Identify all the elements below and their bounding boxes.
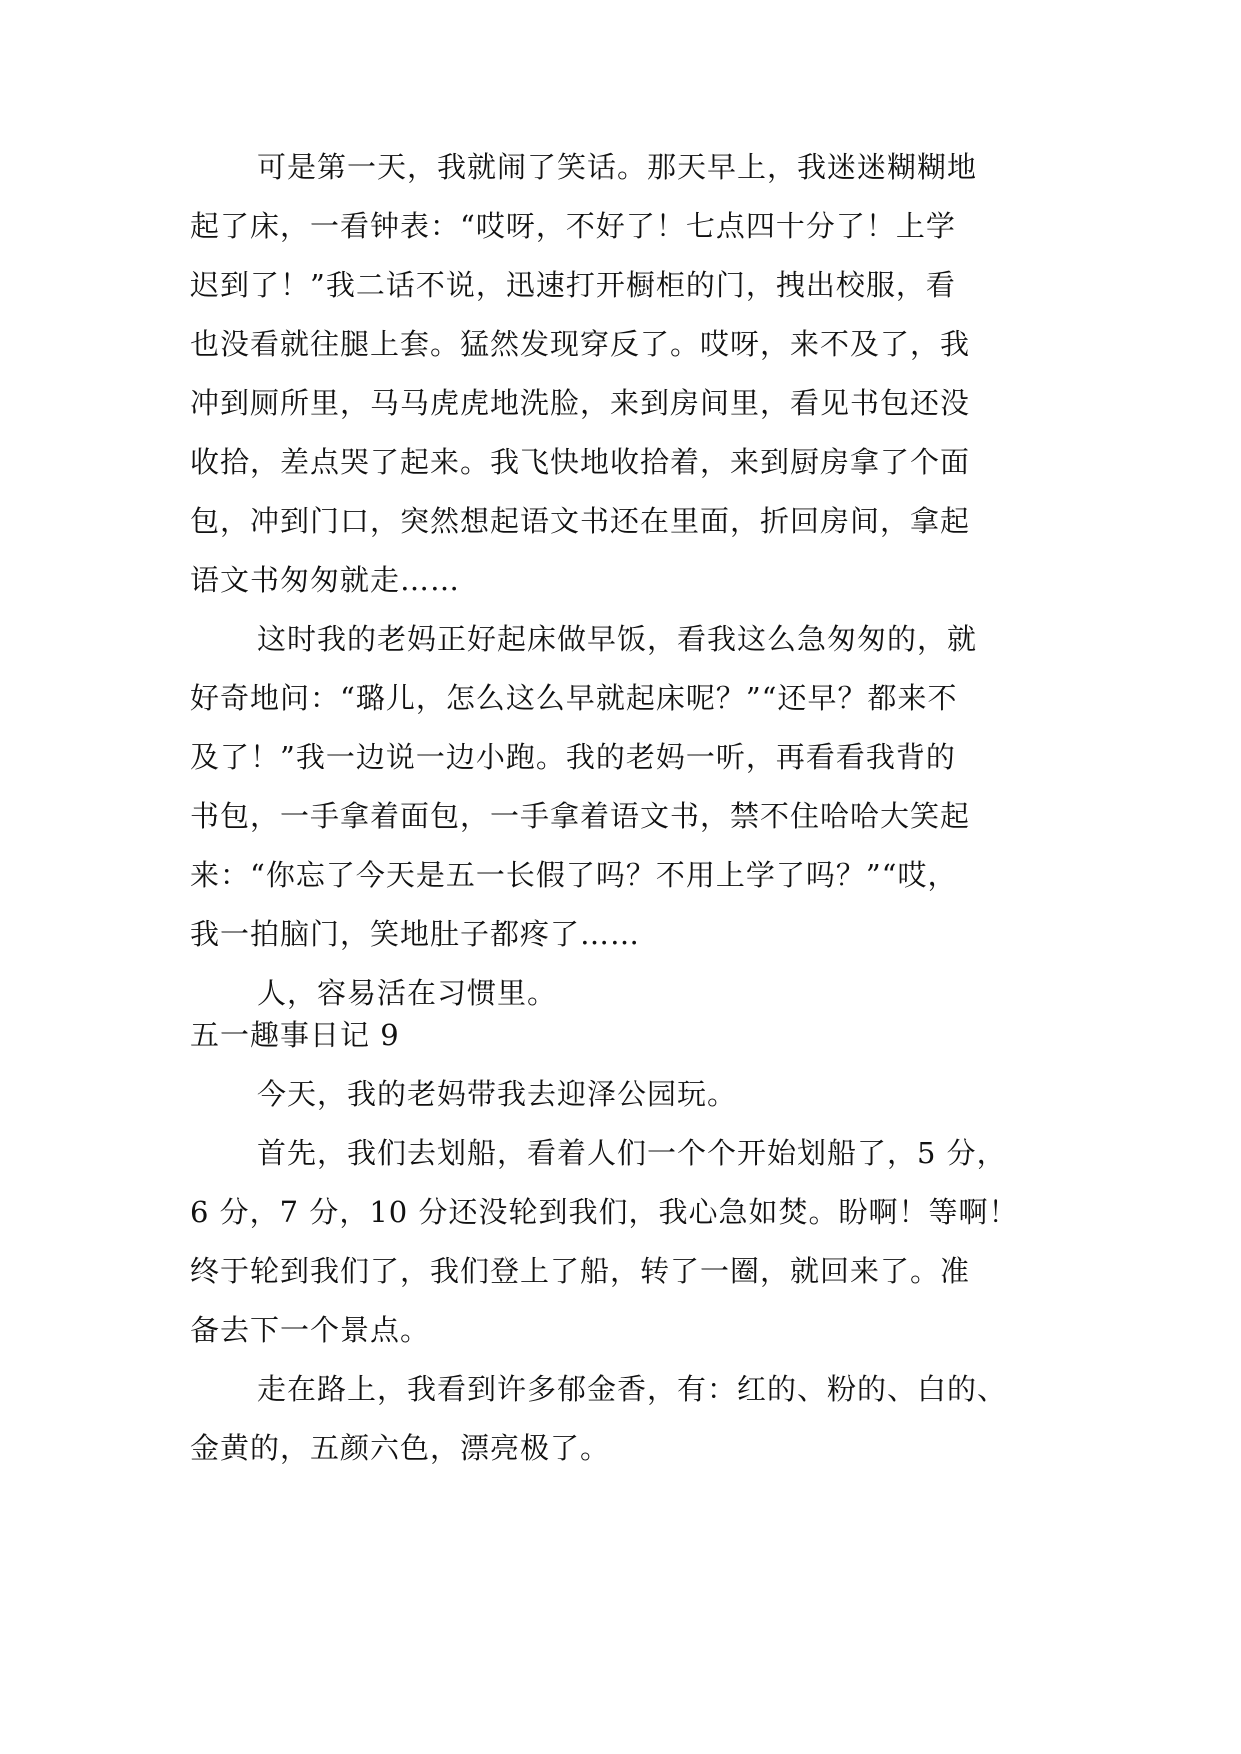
text-line: 起了床，一看钟表：“哎呀，不好了！七点四十分了！上学	[190, 209, 956, 243]
text-line: 走在路上，我看到许多郁金香，有：红的、粉的、白的、	[257, 1372, 1008, 1406]
paragraph	[190, 1065, 1070, 1124]
paragraph	[190, 610, 1070, 964]
paragraph	[190, 138, 1070, 610]
section-title: 五一趣事日记 9	[190, 1018, 400, 1052]
text-line: 今天，我的老妈带我去迎泽公园玩。	[257, 1077, 738, 1111]
text-line: 也没看就往腿上套。猛然发现穿反了。哎呀，来不及了，我	[190, 327, 971, 361]
text-line: 来：“你忘了今天是五一长假了吗？不用上学了吗？”“哎，	[190, 858, 958, 892]
text-line: 终于轮到我们了，我们登上了船，转了一圈，就回来了。准	[190, 1254, 971, 1288]
text-line: 这时我的老妈正好起床做早饭，看我这么急匆匆的，就	[257, 622, 978, 656]
text-line: 书包，一手拿着面包，一手拿着语文书，禁不住哈哈大笑起	[190, 799, 971, 833]
text-line: 及了！”我一边说一边小跑。我的老妈一听，再看看我背的	[190, 740, 956, 774]
text-line: 收拾，差点哭了起来。我飞快地收拾着，来到厨房拿了个面	[190, 445, 971, 479]
section-2	[190, 1065, 1070, 1478]
section-1	[190, 138, 1070, 1023]
text-line: 包，冲到门口，突然想起语文书还在里面，折回房间，拿起	[190, 504, 971, 538]
text-line: 金黄的，五颜六色，漂亮极了。	[190, 1431, 611, 1465]
text-line: 6 分，7 分，10 分还没轮到我们，我心急如焚。盼啊！等啊！	[190, 1195, 1019, 1229]
text-line: 首先，我们去划船，看着人们一个个开始划船了，5 分，	[257, 1136, 1007, 1170]
text-line: 好奇地问：“璐儿，怎么这么早就起床呢？”“还早？都来不	[190, 681, 958, 715]
text-line: 备去下一个景点。	[190, 1313, 431, 1347]
text-line: 可是第一天，我就闹了笑话。那天早上，我迷迷糊糊地	[257, 150, 978, 184]
text-line: 迟到了！”我二话不说，迅速打开橱柜的门，拽出校服，看	[190, 268, 956, 302]
paragraph	[190, 1124, 1070, 1360]
text-line: 我一拍脑门，笑地肚子都疼了……	[190, 917, 641, 951]
text-line: 语文书匆匆就走……	[190, 563, 461, 597]
text-line: 冲到厕所里，马马虎虎地洗脸，来到房间里，看见书包还没	[190, 386, 971, 420]
paragraph	[190, 1360, 1070, 1478]
text-line: 人，容易活在习惯里。	[257, 976, 558, 1010]
